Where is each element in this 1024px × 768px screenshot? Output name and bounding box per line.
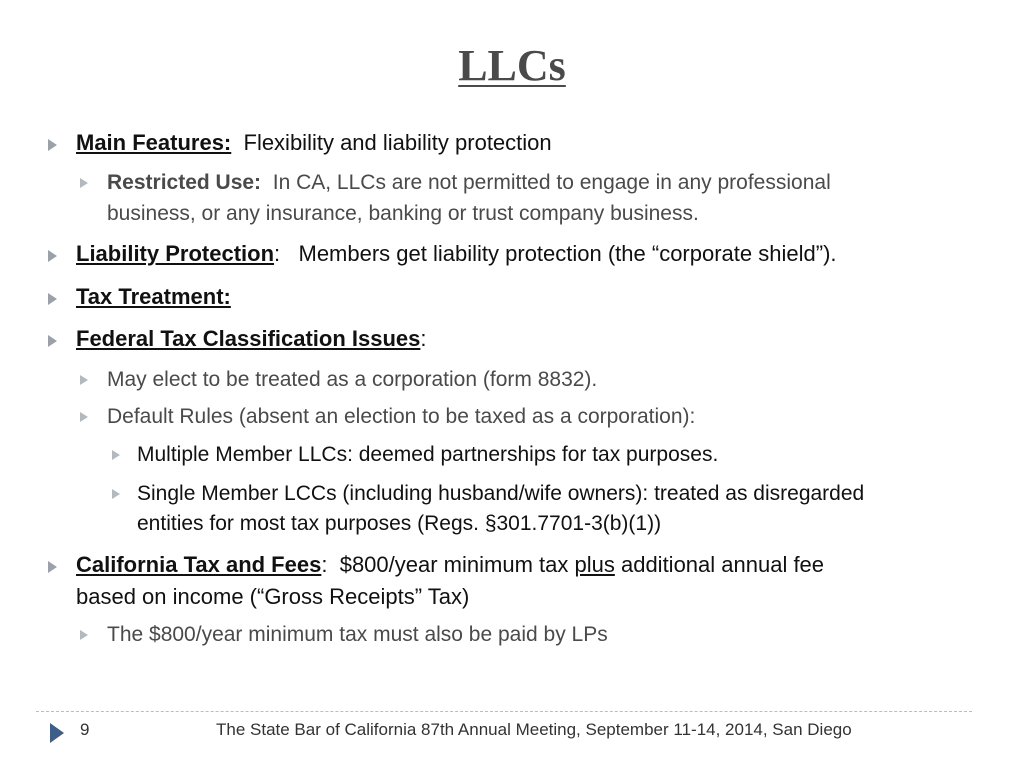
page-number: 9 [80, 720, 90, 739]
federal-bullet [76, 326, 427, 352]
bullet-arrow-icon [48, 139, 57, 151]
federal-sub1: Multiple Member LLCs: deemed partnerships for tax purposes. [137, 443, 719, 466]
slide-title: LLCs [458, 41, 566, 90]
california-text-before: $800/year minimum tax [339, 552, 569, 577]
restricted-use-line1: In CA, LLCs are not permitted to engage in any professional [272, 171, 831, 194]
bullet-arrow-icon [48, 561, 57, 573]
sub-bullet-arrow-icon [80, 375, 88, 385]
sub-sub-bullet-arrow-icon [112, 450, 120, 460]
bullet-arrow-icon [48, 335, 57, 347]
sub-bullet-arrow-icon [80, 630, 88, 640]
liability-bullet [76, 241, 837, 267]
main-features-bullet [76, 130, 552, 156]
bullet-arrow-icon [48, 293, 57, 305]
restricted-use-bullet [107, 171, 831, 195]
california-plus: plus [574, 552, 615, 577]
footer-divider [36, 711, 972, 712]
liability-text: Members get liability protection (the “corporate shield”). [298, 241, 837, 266]
restricted-use-line2: business, or any insurance, banking or trust company business. [107, 202, 699, 225]
bullet-arrow-icon [48, 250, 57, 262]
federal-sub2-line1: Single Member LCCs (including husband/wife owners): treated as disregarded [137, 482, 865, 505]
restricted-use-heading: Restricted Use: [107, 171, 262, 194]
sub-bullet-arrow-icon [80, 412, 88, 422]
sub-bullet-arrow-icon [80, 178, 88, 188]
tax-treatment-bullet [76, 284, 231, 310]
liability-heading: Liability Protection [76, 241, 275, 266]
california-sub: The $800/year minimum tax must also be paid by LPs [107, 623, 608, 646]
federal-item1: May elect to be treated as a corporation (form 8832). [107, 368, 598, 391]
liability-colon: : [274, 241, 281, 266]
sub-sub-bullet-arrow-icon [112, 489, 120, 499]
footer-play-icon [50, 723, 64, 743]
california-text-after: additional annual fee [620, 552, 825, 577]
main-features-text: Flexibility and liability protection [243, 130, 552, 155]
footer-text: The State Bar of California 87th Annual Meeting, September 11-14, 2014, San Diego [216, 720, 852, 739]
california-colon: : [321, 552, 328, 577]
federal-colon: : [420, 326, 427, 351]
tax-treatment-heading: Tax Treatment: [76, 284, 231, 309]
california-line2: based on income (“Gross Receipts” Tax) [76, 584, 470, 609]
california-bullet [76, 552, 824, 578]
federal-sub2-line2: entities for most tax purposes (Regs. §301.7701-3(b)(1)) [137, 512, 662, 535]
main-features-heading: Main Features: [76, 130, 232, 155]
federal-item2: Default Rules (absent an election to be taxed as a corporation): [107, 405, 696, 428]
california-heading: California Tax and Fees [76, 552, 322, 577]
federal-heading: Federal Tax Classification Issues [76, 326, 421, 351]
